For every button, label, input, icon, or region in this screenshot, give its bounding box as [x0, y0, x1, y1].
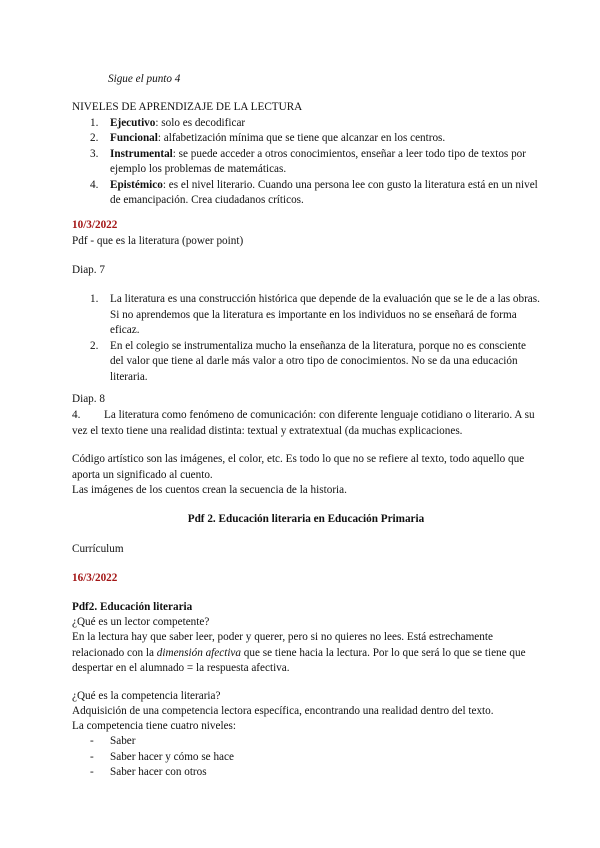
- list-item: 2. En el colegio se instrumentaliza mucho la enseñanza de la literatura, porque no es consciente del valor que tiene al darle más valor a otro tipo de conocimientos. No se da una educación literaria.: [90, 339, 526, 383]
- answer-1: En la lectura hay que saber leer, poder y querer, pero si no quieres no lees. Está estrechamente relacionado con la dimensión afectiva que se tiene hacia la lectura. Por lo que será lo que se tiene que despertar en el alumnado = la respuesta afectiva.: [72, 631, 526, 674]
- sigue-note: Sigue el punto 4: [108, 73, 181, 85]
- list-item: 1. Ejecutivo: solo es decodificar: [90, 116, 246, 129]
- list-item: - Saber: [90, 735, 136, 747]
- list-item: 1. La literatura es una construcción histórica que depende de la evaluación que se le de a las obras. Si no aprendemos que la literatura es importante en los individuos no se enseñará de forma eficaz.: [90, 293, 540, 336]
- diap8-paragraph: 4. La literatura como fenómeno de comunicación: con diferente lenguaje cotidiano o literario. A su vez el texto tiene una realidad distinta: textual y extratextual (da muchas explicaciones.: [72, 409, 535, 437]
- niveles-list: [72, 116, 540, 209]
- answer-2: Adquisición de una competencia lectora específica, encontrando una realidad dentro del texto.: [72, 705, 494, 717]
- question-2: ¿Qué es la competencia literaria?: [72, 690, 221, 702]
- date-heading-2: 16/3/2022: [72, 572, 118, 584]
- levels-list: [72, 734, 540, 781]
- diap8-label: Diap. 8: [72, 393, 105, 405]
- diap7-list: [72, 292, 540, 385]
- list-item: 3. Instrumental: se puede acceder a otros conocimientos, enseñar a leer todo tipo de textos por ejemplo los problemas de matemáticas.: [90, 147, 526, 175]
- pdf2-title: Pdf 2. Educación literaria en Educación Primaria: [187, 513, 425, 525]
- pdf2-subtitle: Pdf2. Educación literaria: [72, 601, 193, 613]
- list-item: - Saber hacer con otros: [90, 766, 207, 778]
- diap7-label: Diap. 7: [72, 264, 105, 276]
- date-heading-1: 10/3/2022: [72, 219, 118, 231]
- answer-2b: La competencia tiene cuatro niveles:: [72, 720, 237, 732]
- pdf-line: Pdf - que es la literatura (power point): [72, 235, 244, 247]
- list-item: - Saber hacer y cómo se hace: [90, 750, 234, 763]
- curriculum-label: Currículum: [72, 543, 124, 555]
- codigo-paragraph: Código artístico son las imágenes, el color, etc. Es todo lo que no se refiere al texto, todo aquello que aporta un significado al cuento.: [72, 453, 525, 481]
- list-item: 4. Epistémico: es el nivel literario. Cuando una persona lee con gusto la literatura está en un nivel de emancipación. Crea ciudadanos críticos.: [90, 178, 538, 206]
- imagenes-line: Las imágenes de los cuentos crean la secuencia de la historia.: [72, 484, 347, 496]
- question-1: ¿Qué es un lector competente?: [72, 616, 210, 628]
- dimension-afectiva-term: dimensión afectiva: [156, 646, 241, 659]
- niveles-title: NIVELES DE APRENDIZAJE DE LA LECTURA: [72, 101, 303, 113]
- niveles-section: [72, 100, 540, 209]
- list-item: 2. Funcional: alfabetización mínima que se tiene que alcanzar en los centros.: [90, 132, 446, 144]
- diap8-num: 4.: [72, 409, 81, 421]
